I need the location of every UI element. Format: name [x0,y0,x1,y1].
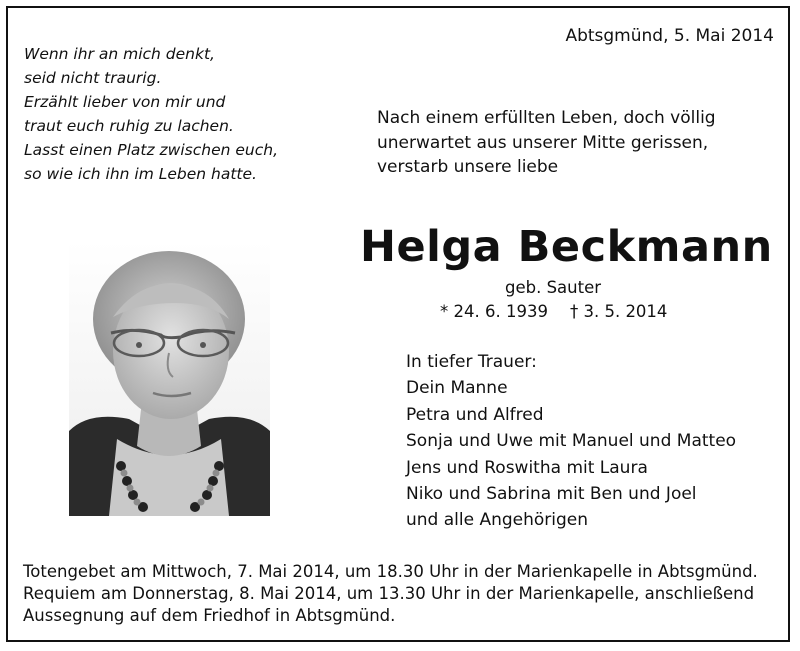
service-notices [23,561,758,627]
mourner-line: Jens und Roswitha mit Laura [406,457,648,478]
mourner-line: Niko und Sabrina mit Ben und Joel [406,484,697,505]
mourners-list [406,349,736,534]
intro-line: Nach einem erfüllten Leben, doch völlig [377,108,716,128]
poem-line: Lasst einen Platz zwischen euch, [24,141,278,159]
notice-line: Totengebet am Mittwoch, 7. Mai 2014, um 18.30 Uhr in der Marienkapelle in Abtsgmünd. [23,562,758,581]
place-date: Abtsgmünd, 5. Mai 2014 [565,26,774,46]
notice-line: Requiem am Donnerstag, 8. Mai 2014, um 13.30 Uhr in der Marienkapelle, anschließend [23,584,755,603]
poem-line: so wie ich ihn im Leben hatte. [24,165,257,183]
mourner-line: Dein Manne [406,378,508,399]
poem-line: seid nicht traurig. [24,69,162,87]
poem-line: Erzählt lieber von mir und [24,93,226,111]
intro-line: verstarb unsere liebe [377,157,559,177]
poem-line: Wenn ihr an mich denkt, [24,45,215,63]
intro-line: unerwartet aus unserer Mitte gerissen, [377,132,709,153]
birth-date: * 24. 6. 1939 [440,302,548,321]
mourners-heading: In tiefer Trauer: [406,352,537,372]
mourner-line: und alle Angehörigen [406,510,589,531]
poem [24,42,278,186]
portrait-photo [69,241,270,516]
poem-line: traut euch ruhig zu lachen. [24,117,234,135]
mourner-line: Petra und Alfred [406,404,544,425]
deceased-name: Helga Beckmann [360,222,773,272]
maiden-name: geb. Sauter [505,278,602,297]
life-dates [440,302,667,321]
notice-line: Aussegnung auf dem Friedhof in Abtsgmünd. [23,606,396,625]
death-date: † 3. 5. 2014 [569,302,668,321]
intro-text [377,106,716,180]
mourner-line: Sonja und Uwe mit Manuel und Matteo [406,431,737,452]
